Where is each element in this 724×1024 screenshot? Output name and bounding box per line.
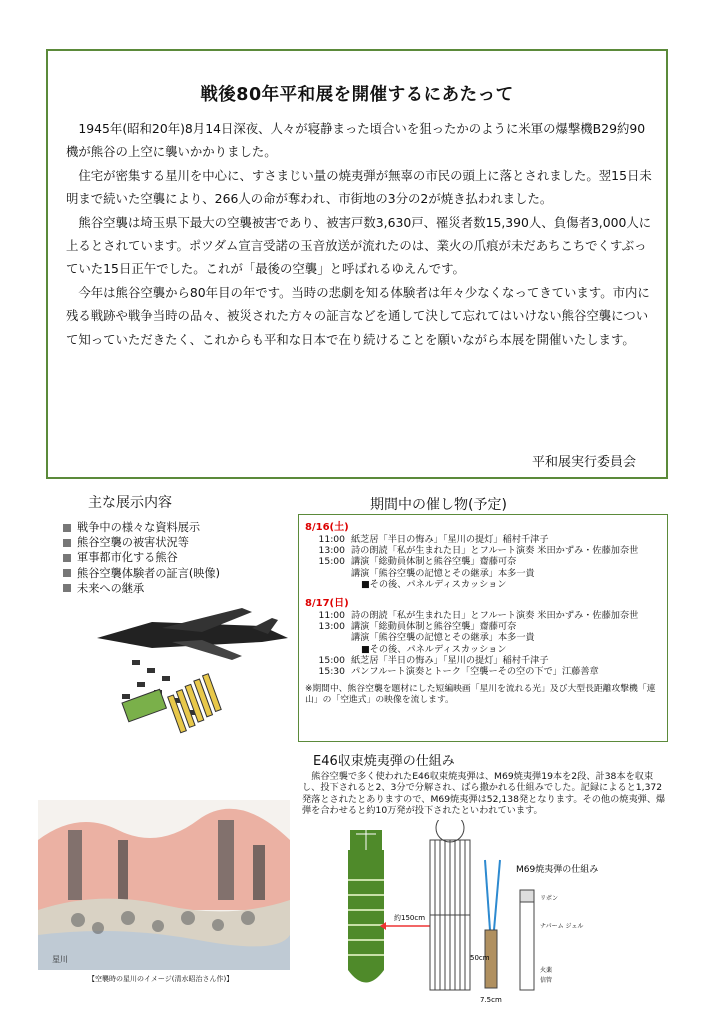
bomber-icon: [97, 608, 288, 660]
exhibits-list: [63, 520, 220, 596]
event-row: ■その後、パネルディスカッション: [361, 643, 507, 655]
b29-bomber-illustration: [92, 598, 292, 758]
e46-bomb-diagram: [330, 820, 675, 1010]
list-item: 戦争中の様々な資料展示: [63, 520, 220, 535]
bullet-icon: [63, 554, 71, 562]
bullet-icon: [63, 524, 71, 532]
intro-box: [46, 49, 668, 479]
event-row: 15:00 講演「総動員体制と熊谷空襲」齋藤可奈: [318, 556, 517, 568]
bundle-icon: [430, 820, 470, 990]
ribbon-label: リボン: [540, 895, 559, 902]
fuse-label: 火薬: [540, 967, 553, 974]
painting-caption: 【空襲時の星川のイメージ(清水昭治さん作)】: [88, 975, 234, 983]
event-row: 講演「熊谷空襲の記憶とその継承」本多一貴: [351, 567, 535, 579]
events-box: [298, 514, 668, 742]
event-date: 8/16(土): [305, 522, 349, 533]
signature: 平和展実行委員会: [531, 455, 636, 470]
painting-signature: 星川: [52, 955, 68, 964]
intro-text: [66, 117, 652, 351]
event-row: 13:00 詩の朗読「私が生まれた日」とフルート演奏 米田かずみ・佐藤加奈世: [318, 545, 639, 557]
bullet-icon: [63, 569, 71, 577]
napalm-label: ナパーム ジェル: [540, 923, 584, 930]
e46-description: 熊谷空襲で多く使われたE46収束焼夷弾は、M69焼夷弾19本を2段、計38本を収束し、投下されると2、3分で分解され、ばら撒かれる仕組みでした。記録によると1,372発落とされたとありますので、M69焼夷弾は52,138発となります。その他の焼夷弾、爆弾を合わせると約10万発が投下されたといわれています。: [302, 771, 666, 817]
event-row: 15:00 紙芝居「半日の悔み」「星川の提灯」稲村千津子: [318, 654, 549, 666]
m69-length-label: 50cm: [470, 954, 490, 962]
list-item: 熊谷空襲体験者の証言(映像): [63, 566, 220, 581]
e46-bomb-icon: [348, 830, 384, 983]
length-label: 約150cm: [394, 914, 426, 922]
m69-width-label: 7.5cm: [480, 996, 502, 1004]
events-title: 期間中の催し物(予定): [370, 497, 507, 513]
page-title: 戦後80年平和展を開催するにあたって: [200, 85, 514, 105]
exhibits-title: 主な展示内容: [88, 495, 172, 511]
event-date: 8/17(日): [305, 598, 349, 610]
m69-bomb-icon: [485, 860, 534, 990]
event-row: 15:30 パンフルート演奏とトーク「空襲ーその空の下で」江藤善章: [318, 666, 599, 678]
bullet-icon: [63, 584, 71, 592]
fuse2-label: 信管: [540, 977, 553, 984]
event-row: 11:00 詩の朗読「私が生まれた日」とフルート演奏 米田かずみ・佐藤加奈世: [318, 610, 639, 622]
bullet-icon: [63, 539, 71, 547]
events-note: ※期間中、熊谷空襲を題材にした短編映画「星川を流れる光」及び大型長距離攻撃機「連山」の「空進式」の映像を流します。: [305, 684, 656, 706]
event-row: 講演「熊谷空襲の記憶とその継承」本多一貴: [351, 632, 535, 644]
air-raid-painting: [38, 800, 290, 970]
intro-paragraph: 今年は熊谷空襲から80年目の年です。当時の悲劇を知る体験者は年々少なくなってきています。市内に残る戦跡や戦争当時の品々、被災された方々の証言などを通して決して忘れてはいけない熊谷空襲について知っていただきたく、これからも平和な日本で在り続けることを願いながら本展を開催いたします。: [66, 284, 650, 347]
list-item: 熊谷空襲の被害状況等: [63, 535, 220, 550]
intro-paragraph: 1945年(昭和20年)8月14日深夜、人々が寝静まった頃合いを狙ったかのように米軍の爆撃機B29約90機が熊谷の上空に襲いかかりました。: [66, 121, 646, 160]
intro-paragraph: 住宅が密集する星川を中心に、すさまじい量の焼夷弾が無辜の市民の頭上に落とされました。翌15日未明まで続いた空襲により、266人の命が奪われ、市街地の3分の2が焼き払われました。: [66, 167, 652, 207]
event-row: ■その後、パネルディスカッション: [361, 578, 507, 590]
e46-title: E46収束焼夷弾の仕組み: [313, 754, 455, 769]
list-item: 軍事都市化する熊谷: [63, 550, 220, 565]
list-item: 未来への継承: [63, 581, 220, 596]
m69-title: M69焼夷弾の仕組み: [516, 865, 599, 875]
event-row: 13:00 講演「総動員体制と熊谷空襲」齋藤可奈: [318, 621, 517, 633]
intro-paragraph: 熊谷空襲は埼玉県下最大の空襲被害であり、被害戸数3,630戸、罹災者数15,390人、負傷者3,000人に上るとされています。ポツダム宣言受諾の玉音放送が流れたのは、業火の爪痕が未だあちこちでくすぶっていた15日正午でした。これが「最後の空襲」と呼ばれるゆえんです。: [66, 214, 652, 277]
event-row: 11:00 紙芝居「半日の悔み」「星川の提灯」稲村千津子: [318, 534, 549, 545]
